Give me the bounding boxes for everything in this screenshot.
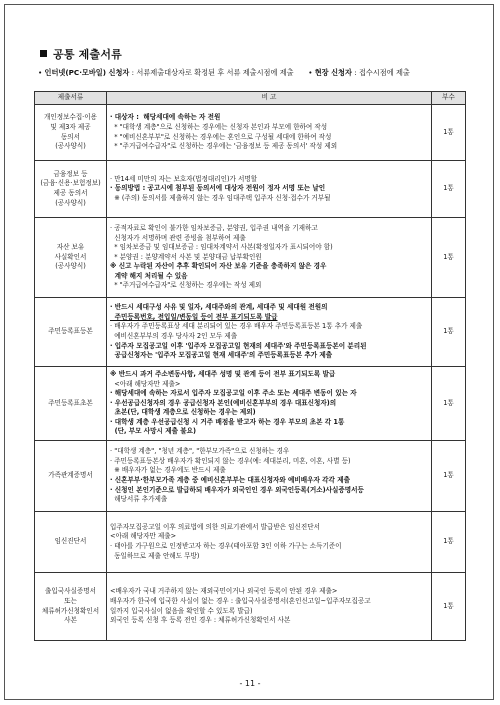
- document-remarks: [107, 441, 432, 512]
- header-doc: 제출서류: [35, 92, 107, 105]
- document-name-line: (공사양식): [55, 142, 86, 151]
- remark-line: 배우자가 한국에 입국한 사실이 없는 경우 : 출입국사실증명서(혼인신고일~입주자모집공고: [110, 596, 371, 605]
- document-name-line: 출입국사실증명서: [45, 587, 96, 596]
- document-name: [35, 218, 107, 298]
- remark-line: <배우자가 국내 거주하지 않는 재외국민이거나 외국인 등록이 안된 경우 제출>: [110, 587, 338, 596]
- document-name-line: (공사양식): [55, 198, 86, 207]
- remark-line: · "대학생 계층", "청년 계층", "한부모가족"으로 신청하는 경우: [110, 447, 290, 456]
- table-row: [35, 441, 466, 512]
- remark-line: · 대상자 : 해당세대에 속하는 자 전원: [110, 113, 221, 122]
- page-number: - 11 -: [239, 679, 261, 688]
- document-remarks: [107, 298, 432, 367]
- table-row: [35, 298, 466, 367]
- remark-line: 주민등록번호, 전입일/변동일 등이 전부 표기되도록 발급: [110, 312, 278, 321]
- document-name: [35, 512, 107, 573]
- remark-line: · 우선공급신청자의 경우 공급신청자 본인(예비신혼부부의 경우 대표신청자)의: [110, 398, 337, 407]
- remark-line: * 임차보증금 및 임대보증금 : 임대차계약서 사본(확정일자가 표시되어야 함): [110, 243, 333, 252]
- document-name-line: 및 제3자 제공: [50, 122, 91, 131]
- document-name-line: 또는: [64, 596, 77, 605]
- remark-line: ※ 반드시 과거 주소변동사항, 세대주 성명 및 관계 등이 전부 표기되도록 발급: [110, 369, 336, 378]
- remark-line: * "주거급여수급자"로 신청하는 경우에는 작성 제외: [110, 281, 262, 290]
- copies-count: 1통: [432, 298, 466, 367]
- document-name-line: 주민등록표초본: [48, 398, 93, 407]
- internet-text: : 서류제출대상자로 확정된 후 서류 제출시점에 제출: [131, 68, 294, 77]
- submission-notes: • 인터넷(PC·모바일) 신청자 : 서류제출대상자로 확정된 후 서류 제출시점에 제출 • 현장 신청자 : 접수시점에 제출: [38, 68, 410, 77]
- table-row: [35, 512, 466, 573]
- table-row: [35, 161, 466, 218]
- table-header-row: [35, 92, 466, 105]
- remark-line: <아래 해당자만 제출>: [110, 379, 181, 388]
- remark-line: 입주자모집공고일 이후 의료법에 의한 의료기관에서 발급받은 임신진단서: [110, 522, 321, 531]
- remark-line: · 반드시 세대구성 사유 및 일자, 세대주와의 관계, 세대주 및 세대원 전원의: [110, 303, 328, 312]
- document-remarks: [107, 367, 432, 441]
- copies-count: 1통: [432, 441, 466, 512]
- copies-count: 1통: [432, 367, 466, 441]
- remark-line: 계약 해지 처리될 수 있음: [110, 271, 188, 280]
- remark-line: 동일하므로 제출 안해도 무방): [110, 551, 200, 560]
- table-row: [35, 367, 466, 441]
- document-name-line: 동의서: [60, 132, 81, 141]
- document-name: [35, 367, 107, 441]
- onsite-text: : 접수시점에 제출: [354, 68, 410, 77]
- document-name: [35, 573, 107, 641]
- remark-line: * "주거급여수급자"로 신청하는 경우에는 '금융정보 등 제공 동의서' 작성 제외: [110, 142, 338, 151]
- document-name-line: 체류허가신청확인서: [41, 606, 100, 615]
- remark-line: · 공적자료로 확인이 불가한 임차보증금, 분양권, 입주권 내역을 기재하고: [110, 223, 318, 232]
- remark-line: · 배우자가 주민등록표상 세대 분리되어 있는 경우 배우자 주민등록표등본 1통 추가 제출: [110, 322, 363, 331]
- remark-line: (단, 부모 사망시 제출 불요): [110, 427, 197, 436]
- remark-line: * 분양권 : 분양계약서 사본 및 분양대금 납부확인원: [110, 252, 262, 261]
- document-name: [35, 298, 107, 367]
- remark-line: · 신혼부부·한부모가족 계층 중 예비신혼부부는 대표신청자와 예비배우자 각각 제출: [110, 476, 350, 484]
- document-remarks: [107, 573, 432, 641]
- square-bullet-icon: [40, 50, 47, 57]
- document-name-line: (공사양식): [55, 262, 86, 271]
- copies-count: 1통: [432, 105, 466, 161]
- remark-line: · 대학생 계층 우선공급신청 시 거주 배점을 받고자 하는 경우 부모의 초본 각 1통: [110, 417, 345, 426]
- remark-line: 일까지 입국사실이 없음을 확인할 수 있도록 발급): [110, 606, 253, 615]
- remark-line: ※ 배우자가 없는 경우에도 반드시 제출: [110, 466, 226, 475]
- remark-line: · 주민등록표등본상 배우자가 확인되지 않는 경우(예: 세대분리, 미혼, 이혼, 사별 등): [110, 456, 351, 465]
- remark-line: 해당서류 추가제출: [110, 495, 168, 504]
- document-remarks: [107, 218, 432, 298]
- remark-line: ※ (주의) 동의서를 제출하지 않는 경우 임대주택 입주자 신청·접수가 거부될: [110, 193, 331, 202]
- document-name-line: (금융·신용·보험정보): [40, 179, 101, 188]
- document-name-line: 자산 보유: [56, 243, 85, 252]
- remark-line: <아래 해당자만 제출>: [110, 532, 177, 541]
- document-name-line: 사본: [64, 616, 77, 625]
- copies-count: 1통: [432, 512, 466, 573]
- document-name-line: 금융정보 등: [53, 169, 88, 178]
- table-row: [35, 105, 466, 161]
- remark-line: 초본(단, 대학생 계층으로 신청하는 경우는 제외): [110, 408, 256, 417]
- header-content: 비 고: [107, 92, 432, 105]
- onsite-label: 현장 신청자: [314, 68, 352, 77]
- document-name-line: 가족관계증명서: [48, 471, 93, 480]
- copies-count: 1통: [432, 161, 466, 218]
- document-name: [35, 105, 107, 161]
- document-remarks: [107, 161, 432, 218]
- remark-line: · 만14세 미만의 자는 보호자(법정대리인)가 서명할: [110, 174, 258, 183]
- remark-line: 신청자가 서명하며 관련 증빙을 첨부하여 제출: [110, 233, 246, 242]
- remark-line: · 해당세대에 속하는 자로서 입주자 모집공고일 이후 주소 또는 세대주 변동이 있는 자: [110, 389, 357, 398]
- table-row: [35, 218, 466, 298]
- remark-line: ※ 신고 누락된 자산이 추후 확인되어 자산 보유 기준을 충족하지 않은 경우: [110, 262, 327, 271]
- remark-line: · 동의방법 : 공고시에 첨부된 동의서에 대상자 전원이 정자 서명 또는 날인: [110, 184, 326, 193]
- document-name-line: 개인정보수집·이용: [43, 113, 98, 122]
- remark-line: 외국인 등록 신청 후 등록 전인 경우 : 체류허가신청확인서 사본: [110, 616, 291, 625]
- table-row: [35, 573, 466, 641]
- section-title: 공통 제출서류: [40, 46, 122, 62]
- internet-label: 인터넷(PC·모바일) 신청자: [44, 68, 130, 77]
- document-name-line: 임신진단서: [54, 537, 87, 546]
- document-name-line: 제공 동의서: [53, 189, 88, 197]
- remark-line: * "예비신혼부부"로 신청하는 경우에는 혼인으로 구성될 세대에 한하여 작성: [110, 132, 332, 141]
- document-name: [35, 441, 107, 512]
- remark-line: · 입주자 모집공고일 이후 '입주자 모집공고일 현재의 세대주'와 주민등록표등본이 분리된: [110, 341, 367, 350]
- document-name-line: 주민등록표등본: [48, 327, 93, 336]
- remark-line: 공급신청자는 '입주자 모집공고일 현재 세대주'의 주민등록표등본 추가 제출: [110, 351, 333, 360]
- copies-count: 1통: [432, 573, 466, 641]
- remark-line: · 태아를 가구원으로 인정받고자 하는 경우(태아포함 3인 이하 가구는 소득기준이: [110, 542, 342, 550]
- document-name: [35, 161, 107, 218]
- document-remarks: [107, 512, 432, 573]
- documents-table: [34, 91, 466, 641]
- remark-line: 예비신혼부부의 경우 당사자 2인 모두 제출: [110, 332, 238, 340]
- document-name-line: 사실확인서: [54, 252, 87, 261]
- header-copies: 부수: [432, 92, 466, 105]
- remark-line: · 신청인 본인기준으로 발급하되 배우자가 외국인인 경우 외국인등록(거소)사실증명서등: [110, 485, 364, 494]
- document-remarks: [107, 105, 432, 161]
- remark-line: * "대학생 계층"으로 신청하는 경우에는 신청자 본인과 부모에 한하여 작성: [110, 122, 328, 131]
- copies-count: 1통: [432, 218, 466, 298]
